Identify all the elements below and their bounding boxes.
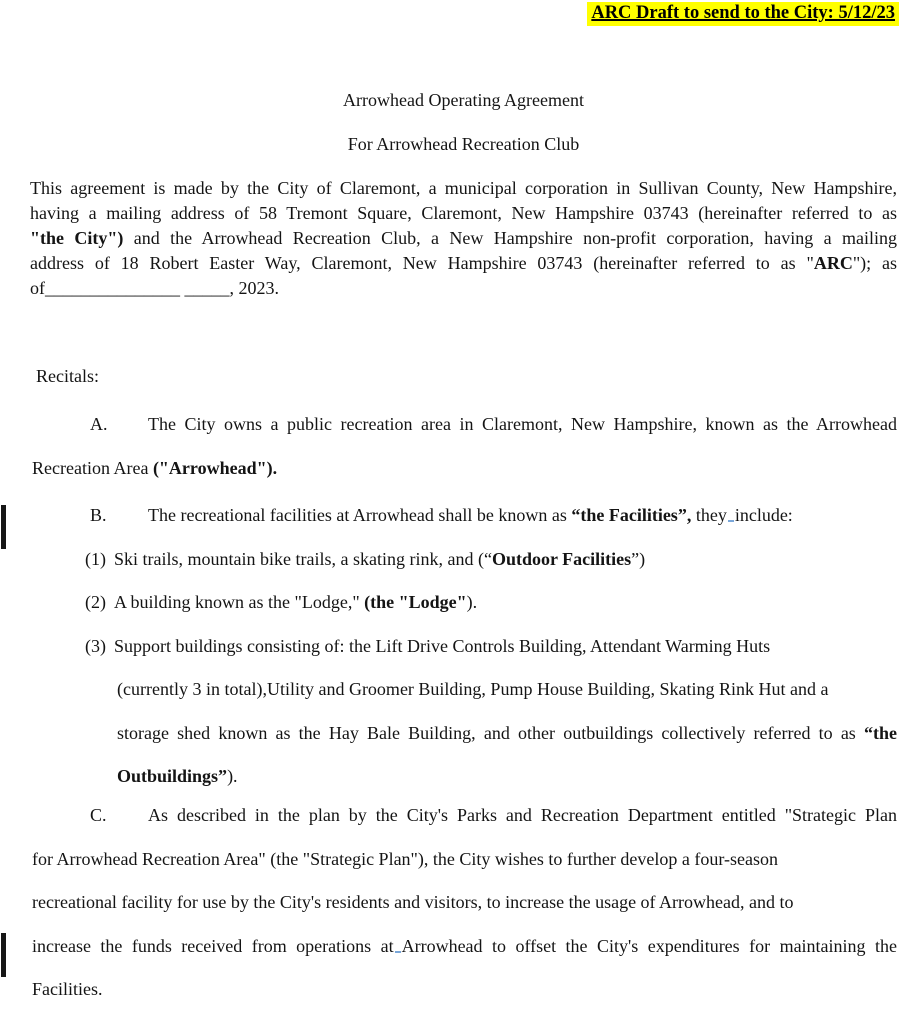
text-run: increase the funds received from operations at: [32, 935, 394, 956]
revision-bar: [1, 933, 6, 977]
recital-c: [30, 794, 897, 1012]
item-label: (1): [85, 548, 106, 569]
tracked-change-mark: [395, 951, 401, 953]
text-run-bold: (the "Lodge": [364, 592, 467, 612]
text-run: having a mailing address of 58 Tremont Square, Claremont, New Hampshire 03743 (hereinafter referred to as: [30, 203, 897, 223]
text-run: Facilities.: [32, 979, 103, 999]
text-run-bold: ("Arrowhead").: [152, 457, 278, 478]
paragraph-line: [30, 794, 897, 838]
text-run-bold: “the: [864, 722, 898, 743]
list-item: [30, 625, 897, 669]
text-run: Arrowhead to offset the City's expenditures for maintaining the: [401, 935, 897, 956]
text-run: ).: [466, 592, 478, 612]
text-run: address of 18 Robert Easter Way, Claremont, New Hampshire 03743 (hereinafter referred to as ": [30, 253, 814, 273]
list-item: [30, 538, 897, 582]
text-run: they: [695, 505, 727, 525]
text-run: ”): [631, 548, 646, 569]
text-run: (currently 3 in total),Utility and Groomer Building, Pump House Building, Skating Rink Hut and a: [117, 679, 829, 699]
text-run: Support buildings consisting of: the Lift Drive Controls Building, Attendant Warming Huts: [114, 635, 771, 656]
recital-label: A.: [90, 414, 108, 434]
list-item: [30, 581, 897, 625]
text-run: storage shed known as the Hay Bale Building, and other outbuildings collectively referred to as: [117, 722, 856, 743]
text-run: include:: [734, 505, 793, 525]
text-run: The City owns a public recreation area in Claremont, New Hampshire, known as the Arrowhead: [148, 414, 897, 434]
text-run: This agreement is made by the City of Claremont, a municipal corporation in Sullivan County, New Hampshire,: [30, 178, 897, 198]
recital-label: B.: [90, 505, 107, 525]
text-run-bold: ARC: [813, 253, 853, 273]
text-run: of: [30, 278, 45, 298]
item-label: (3): [85, 635, 106, 656]
document-title: Arrowhead Operating Agreement: [343, 90, 584, 110]
text-run: A building known as the "Lodge,": [114, 592, 360, 612]
paragraph-line: [30, 403, 897, 447]
text-run: recreational facility for use by the City's residents and visitors, to increase the usage of Arrowhead, and to: [32, 892, 794, 912]
recitals-heading: Recitals:: [36, 366, 99, 386]
text-run: "); as: [852, 253, 897, 273]
paragraph-line: [30, 226, 897, 251]
text-run: As described in the plan by the City's Parks and Recreation Department entitled "Strategic Plan: [148, 805, 897, 825]
item-label: (2): [85, 592, 106, 612]
date-blank-line: _______________: [45, 278, 180, 298]
paragraph-line: [30, 176, 897, 201]
text-run-bold: “the Facilities”,: [571, 505, 692, 525]
text-run: for Arrowhead Recreation Area" (the "Strategic Plan"), the City wishes to further develop a four-season: [32, 848, 778, 869]
paragraph-line: [30, 447, 897, 491]
draft-banner: ARC Draft to send to the City: 5/12/23: [587, 2, 899, 26]
paragraph-line: [30, 881, 897, 925]
paragraph-line: [30, 712, 897, 756]
text-run: Recreation Area: [32, 457, 149, 478]
revision-bar: [1, 505, 6, 549]
paragraph-line: [30, 251, 897, 276]
document-subtitle: For Arrowhead Recreation Club: [347, 134, 580, 154]
tracked-change-mark: [728, 520, 734, 522]
text-run: The recreational facilities at Arrowhead shall be known as: [148, 505, 567, 525]
paragraph-line: [30, 968, 897, 1012]
paragraph-line: [30, 755, 897, 799]
recital-label: C.: [90, 805, 107, 825]
recital-b: [30, 494, 897, 799]
paragraph-line: [30, 668, 897, 712]
paragraph-line: [30, 838, 897, 882]
paragraph-line: [30, 925, 897, 969]
text-run-bold: Outbuildings”: [117, 766, 228, 786]
text-run-bold: Outdoor Facilities: [491, 548, 632, 569]
text-run-bold: "the City"): [30, 228, 124, 248]
recital-a: [30, 403, 897, 490]
paragraph-line: [30, 276, 897, 301]
date-blank-line: _____: [184, 278, 230, 298]
text-run: Ski trails, mountain bike trails, a skating rink, and (“: [114, 548, 492, 569]
paragraph-line: [30, 494, 897, 538]
intro-paragraph: [30, 176, 897, 301]
text-run: and the Arrowhead Recreation Club, a New Hampshire non-profit corporation, having a mailing: [133, 228, 897, 248]
text-run: , 2023.: [229, 278, 279, 298]
text-run: ).: [227, 766, 238, 786]
paragraph-line: [30, 201, 897, 226]
